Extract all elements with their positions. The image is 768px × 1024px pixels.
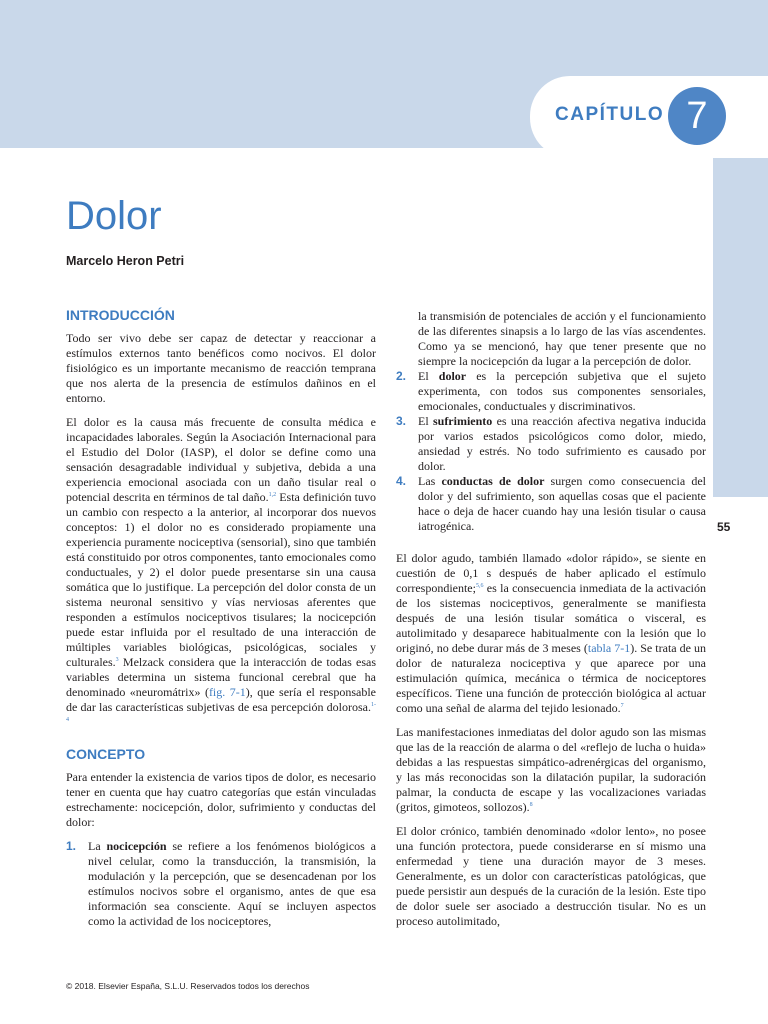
side-band bbox=[713, 148, 768, 497]
page-number: 55 bbox=[717, 520, 731, 534]
left-column bbox=[66, 308, 376, 929]
list-item: 2. El dolor es la percepción subjetiva que el sujeto experimenta, con todos sus componentes sensoriales, emocionales, conductuales y discriminativos. bbox=[396, 369, 707, 413]
concept-list-continued bbox=[396, 309, 706, 534]
citation-ref[interactable]: 7 bbox=[620, 703, 624, 709]
chapter-number-badge: 7 bbox=[668, 87, 726, 145]
citation-ref[interactable]: 1-4 bbox=[66, 702, 376, 723]
term-nocicepcion: nocicepción bbox=[106, 839, 167, 853]
chapter-label: CAPÍTULO bbox=[555, 104, 665, 125]
list-item: 1. La nocicepción se refiere a los fenómenos biológicos a nivel celular, como la transducción, la transmisión, la modulación y la percepción, que se desencadenan por los estímulos nocivos sobre el organismo, antes de que esa información sea consciente. Aquí se incluyen aspectos como la actividad de los nociceptores, bbox=[66, 839, 376, 928]
list-number: 2. bbox=[396, 369, 407, 383]
list-item: 4. Las conductas de dolor surgen como consecuencia del dolor y del sufrimiento, son aquellas cosas que el paciente hace o deja de hacer cuando hay una lesión tisular o causa iatrogénica. bbox=[396, 474, 706, 533]
citation-ref[interactable]: 1,2 bbox=[268, 492, 277, 498]
term-conductas: conductas de dolor bbox=[441, 474, 545, 488]
list-number: 1. bbox=[66, 839, 77, 853]
list-item: 3. El sufrimiento es una reacción afectiva negativa inducida por varios estados psicológicos como dolor, miedo, ansiedad y estrés. No todo sufrimiento es causado por dolor. bbox=[396, 414, 706, 473]
concept-heading: CONCEPTO bbox=[66, 746, 146, 762]
term-sufrimiento: sufrimiento bbox=[432, 414, 493, 428]
list-number: 4. bbox=[396, 474, 407, 488]
acute-manifestations-paragraph: Las manifestaciones inmediatas del dolor agudo son las mismas que las de la reacción de alarma o del «reflejo de lucha o huida» debidas a las respuestas simpático-adrenérgicas del organismo, y las más reconocidas son la dilatación pupilar, la sudoración palmar, la conducta de escape y las vocalizaciones variadas (gritos, gimoteos, sollozos).$^8$ bbox=[396, 725, 706, 814]
author-name: Marcelo Heron Petri bbox=[66, 254, 185, 268]
intro-paragraph-2: El dolor es la causa más frecuente de consulta médica e incapacidades laborales. Según la Asociación Internacional para el Estudio del Dolor (IASP), el dolor se define como una sensación desagradable individual y subjetiva, debida a una experiencia emocional asociada con un daño tisular real o potencial descrita en términos de tal daño.$^{1,2}$ Esta definición tuvo un cambio con respecto a la anterior, al incorporar dos nuevos conceptos: 1) el dolor no es considerado propiamente una experiencia puramente nociceptiva (sensorial), sino que también está constituido por otros componentes, tanto emocionales como conductuales, y 2) el dolor puede presentarse sin una causa somática que lo justifique. La percepción del dolor consta de un sistema neuronal sensitivo y vías nerviosas aferentes que responden a estímulos nociceptivos tisulares; la nocicepción puede estar influida por el resultado de una interacción de múltiples variables biológicas, psicológicas, sociales y culturales.$^3$ Melzack considera que la interacción de todas esas variables determina un sistema funcional cerebral que ha denominado «neuromátrix» (fig. 7-1), que sería el responsable de dar las características subjetivas de esa percepción dolorosa.$^{1-4}$ bbox=[66, 415, 376, 723]
copyright-notice: © 2018. Elsevier España, S.L.U. Reservados todos los derechos bbox=[66, 981, 310, 991]
list-number: 3. bbox=[396, 414, 407, 428]
acute-pain-paragraph: El dolor agudo, también llamado «dolor rápido», se siente en cuestión de 0,1 s después de haber aplicado el estímulo correspondiente;$^{5,6}$ es la consecuencia inmediata de la activación de los sistemas nociceptivos, generalmente se manifiesta después de una lesión tisular somática o visceral, es autolimitado y desaparece habitualmente con la lesión que lo originó, no debe durar más de 3 meses (tabla 7-1). Se trata de un dolor de naturaleza nociceptiva y que aparece por una estimulación química, mecánica o térmica de nociceptores específicos. Tiene una función de protección biológica al actuar como una señal de alarma del tejido lesionado.$^7$ bbox=[396, 551, 706, 715]
citation-ref[interactable]: 8 bbox=[529, 802, 533, 808]
figure-link[interactable]: fig. 7-1 bbox=[208, 685, 246, 699]
citation-ref[interactable]: 5,6 bbox=[475, 583, 484, 589]
chronic-pain-paragraph: El dolor crónico, también denominado «dolor lento», no posee una función protectora, puede considerarse en sí mismo una enfermedad y tiene una duración mayor de 3 meses. Generalmente, es un dolor con características patológicas, que puede persistir aun después de la curación de la lesión. Este tipo de dolor suele ser asociado a destrucción tisular. No es un proceso autolimitado, bbox=[396, 824, 706, 928]
intro-heading: INTRODUCCIÓN bbox=[66, 307, 175, 323]
concept-paragraph: Para entender la existencia de varios tipos de dolor, es necesario tener en cuenta que hay cuatro categorías que están vinculadas estrechamente: nocicepción, dolor, sufrimiento y conductas del dolor: bbox=[66, 770, 376, 829]
right-column bbox=[396, 309, 706, 929]
table-link[interactable]: tabla 7-1 bbox=[587, 641, 631, 655]
term-dolor: dolor bbox=[438, 369, 467, 383]
chapter-title: Dolor bbox=[66, 194, 162, 238]
citation-ref[interactable]: 3 bbox=[115, 657, 119, 663]
intro-paragraph-1: Todo ser vivo debe ser capaz de detectar y reaccionar a estímulos externos tanto benéficos como nocivos. El dolor fisiológico es un importante mecanismo de reacción temprana que nos alerta de la presencia de estímulos dañinos en el entorno. bbox=[66, 331, 376, 405]
list-item-continued: la transmisión de potenciales de acción y el funcionamiento de las diferentes sinapsis a lo largo de las vías ascendentes. Como ya se mencionó, hay que tener presente que no siempre la nocicepción da lugar a la percepción de dolor. bbox=[418, 309, 706, 368]
